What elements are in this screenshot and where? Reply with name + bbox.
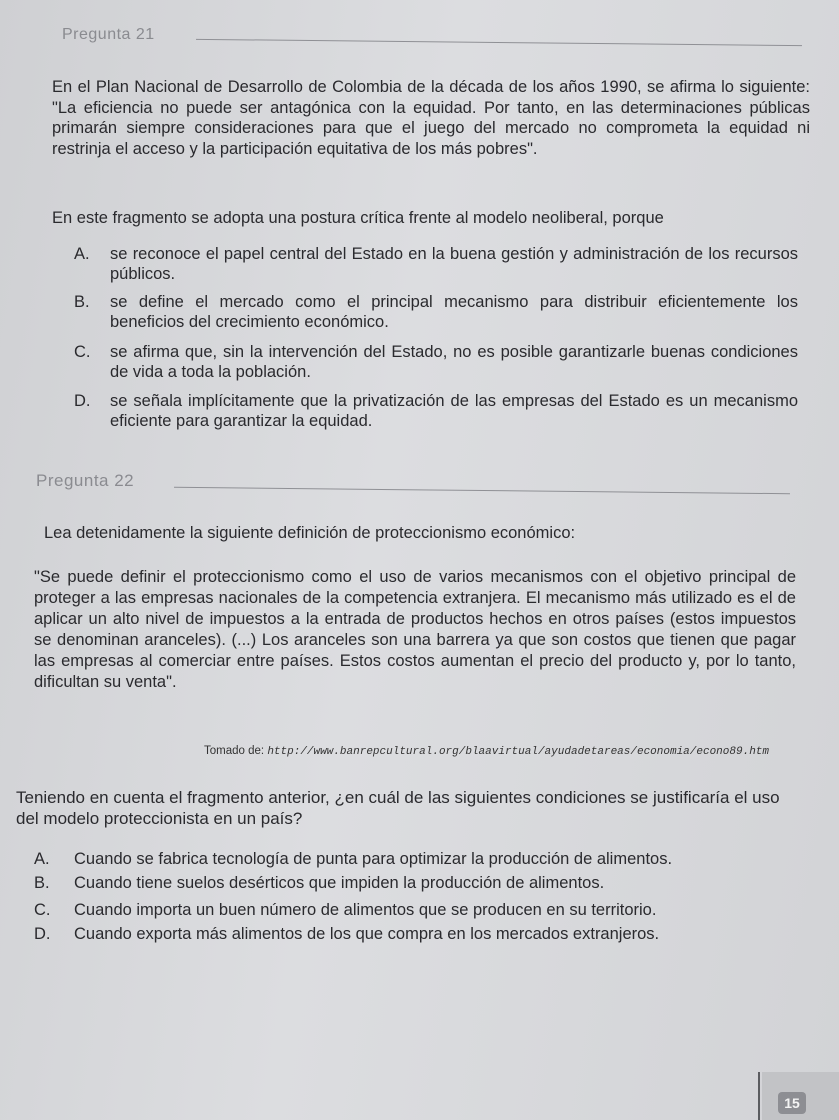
page-number: 15: [778, 1092, 806, 1114]
question-22-option-b[interactable]: [34, 874, 814, 894]
option-letter: A.: [74, 245, 90, 263]
option-letter: B.: [34, 874, 50, 892]
question-22-intro: Lea detenidamente la siguiente definición de proteccionismo económico:: [44, 524, 576, 542]
option-letter: D.: [34, 925, 51, 943]
question-21-stem: En este fragmento se adopta una postura crítica frente al modelo neoliberal, porque: [52, 209, 664, 227]
page-tab-divider: [758, 1072, 760, 1120]
question-21-passage: En el Plan Nacional de Desarrollo de Colombia de la década de los años 1990, se afirma lo siguiente: "La eficiencia no puede ser antagónica con la equidad. Por tanto, en las determinaciones públicas primarán siempre consideraciones para que el juego del mercado no comprometa la equidad ni restrinja el acceso y la participación equitativa de los más pobres".: [52, 78, 810, 158]
question-21-option-b[interactable]: [74, 293, 798, 332]
question-22-stem: Teniendo en cuenta el fragmento anterior, ¿en cuál de las siguientes condiciones se justificaría el uso del modelo proteccionista en un país?: [16, 788, 780, 828]
question-22-option-d[interactable]: [34, 925, 814, 945]
option-text: Cuando tiene suelos desérticos que impiden la producción de alimentos.: [74, 874, 605, 892]
option-text: Cuando exporta más alimentos de los que compra en los mercados extranjeros.: [74, 925, 660, 943]
question-21-rule: [196, 39, 802, 46]
question-22-rule: [174, 487, 790, 494]
option-text: se define el mercado como el principal mecanismo para distribuir eficientemente los beneficios del crecimiento económico.: [110, 293, 798, 331]
option-letter: D.: [74, 392, 91, 410]
option-letter: B.: [74, 293, 90, 311]
question-21-option-c[interactable]: [74, 343, 798, 382]
question-21-option-a[interactable]: [74, 245, 798, 284]
question-21-heading: Pregunta 21: [62, 26, 155, 43]
option-text: se afirma que, sin la intervención del Estado, no es posible garantizarle buenas condiciones de vida a toda la población.: [110, 343, 798, 381]
option-letter: A.: [34, 850, 50, 868]
question-21-option-d[interactable]: [74, 392, 798, 431]
question-22-source: [204, 745, 824, 758]
question-22-option-c[interactable]: [34, 901, 814, 921]
option-text: se señala implícitamente que la privatización de las empresas del Estado es un mecanismo eficiente para garantizar la equidad.: [110, 392, 798, 430]
source-url[interactable]: http://www.banrepcultural.org/blaavirtual/ayudadetareas/economia/econo89.htm: [267, 746, 769, 758]
option-text: Cuando se fabrica tecnología de punta para optimizar la producción de alimentos.: [74, 850, 673, 868]
question-22-quote: "Se puede definir el proteccionismo como el uso de varios mecanismos con el objetivo principal de proteger a las empresas nacionales de la competencia extranjera. El mecanismo más utilizado es el de aplicar un alto nivel de impuestos a la entrada de productos hechos en otros países (estos impuestos se denominan aranceles). (...) Los aranceles son una barrera ya que son costos que tienen que pagar las empresas al comerciar entre países. Estos costos aumentan el precio del producto y, por lo tanto, dificultan su venta".: [34, 568, 796, 691]
option-letter: C.: [74, 343, 91, 361]
source-label: Tomado de:: [204, 745, 265, 757]
question-22-option-a[interactable]: [34, 850, 814, 870]
question-22-heading: Pregunta 22: [36, 471, 135, 490]
option-letter: C.: [34, 901, 51, 919]
option-text: Cuando importa un buen número de alimentos que se producen en su territorio.: [74, 901, 657, 919]
option-text: se reconoce el papel central del Estado en la buena gestión y administración de los recursos públicos.: [110, 245, 798, 283]
